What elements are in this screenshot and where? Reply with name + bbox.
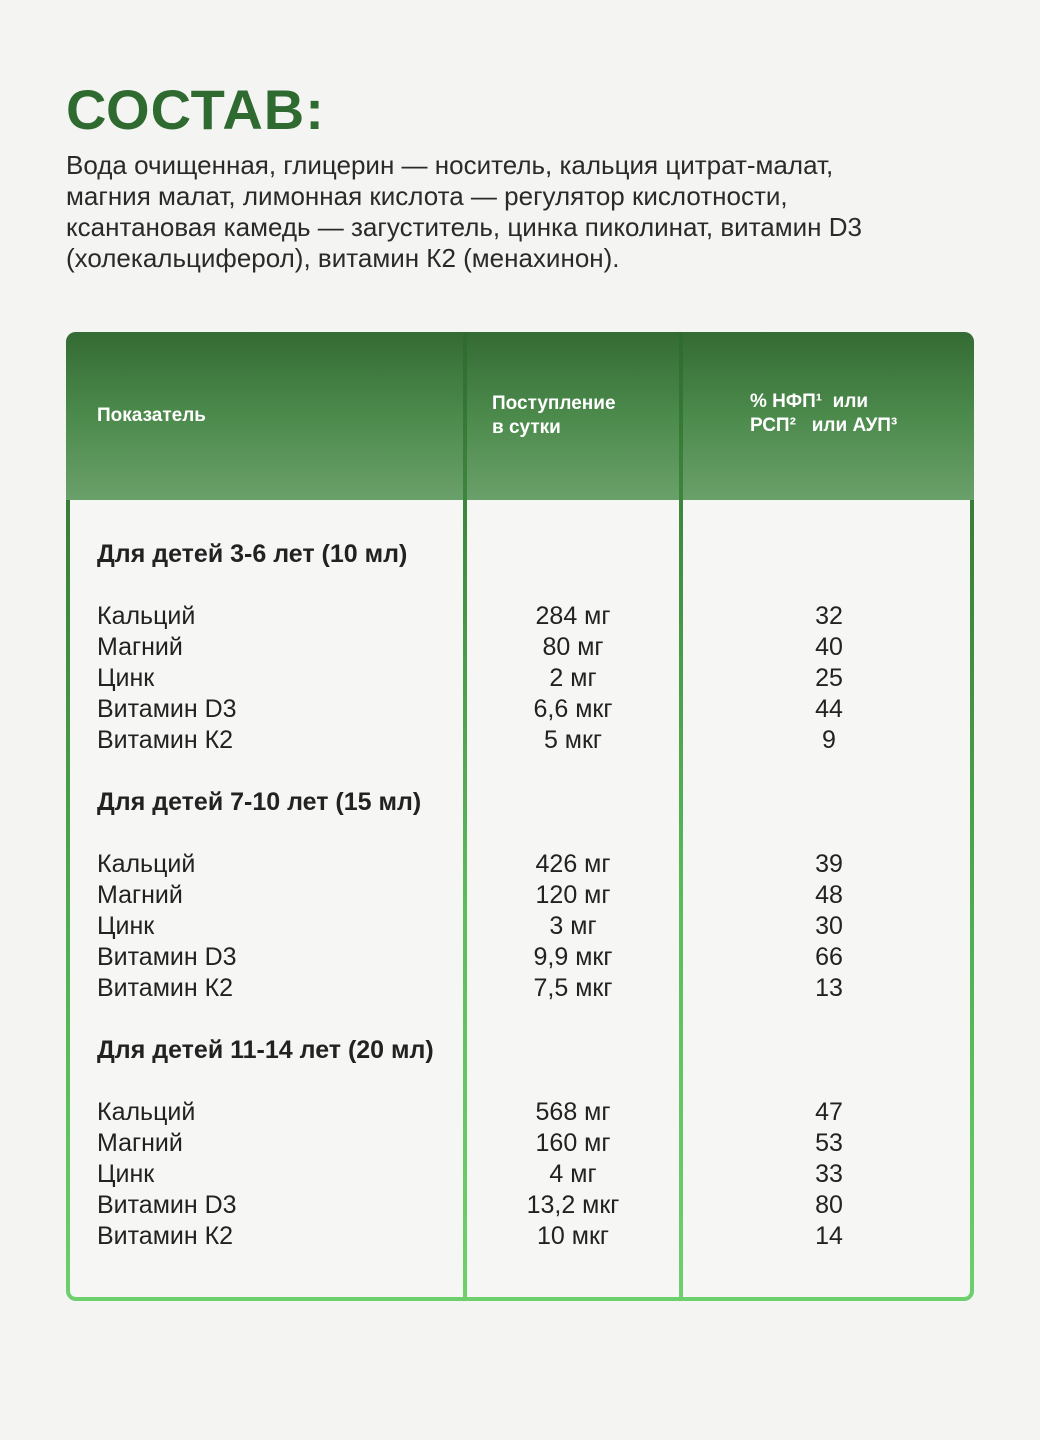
percent-value: 40: [815, 633, 843, 661]
percent-value: 25: [815, 664, 843, 692]
percent-value: 53: [815, 1129, 843, 1157]
nutrient-name: Витамин К2: [97, 1222, 234, 1250]
header-percent-line: РСП² или АУП³: [750, 415, 898, 436]
group-title: Для детей 7-10 лет (15 мл): [97, 788, 422, 816]
nutrient-name: Магний: [97, 881, 183, 909]
group-title: Для детей 3-6 лет (10 мл): [97, 540, 408, 568]
daily-intake: 568 мг: [535, 1098, 611, 1126]
table-row: [70, 663, 970, 694]
percent-value: 66: [815, 943, 843, 971]
nutrient-name: Цинк: [97, 664, 155, 692]
table-row: [70, 694, 970, 725]
percent-value: 48: [815, 881, 843, 909]
nutrient-name: Кальций: [97, 850, 196, 878]
daily-intake: 5 мкг: [543, 726, 603, 754]
description-line: Вода очищенная, глицерин — носитель, кальция цитрат-малат,: [66, 150, 834, 180]
daily-intake: 2 мг: [549, 664, 597, 692]
percent-value: 80: [815, 1191, 843, 1219]
table-row: [70, 1097, 970, 1128]
daily-intake: 426 мг: [535, 850, 611, 878]
percent-value: 39: [815, 850, 843, 878]
table-row: [70, 1221, 970, 1252]
daily-intake: 4 мг: [549, 1160, 597, 1188]
daily-intake: 80 мг: [542, 633, 604, 661]
percent-value: 14: [815, 1222, 843, 1250]
group-title: Для детей 11-14 лет (20 мл): [97, 1036, 434, 1064]
daily-intake: 3 мг: [549, 912, 597, 940]
table-row: [70, 1159, 970, 1190]
header-intake-line: в сутки: [492, 417, 561, 438]
table-row: [70, 1128, 970, 1159]
table-row: [70, 880, 970, 911]
nutrient-name: Кальций: [97, 602, 196, 630]
table-row: [70, 1190, 970, 1221]
table-row: [70, 849, 970, 880]
percent-value: 13: [815, 974, 843, 1002]
percent-value: 44: [815, 695, 843, 723]
table-row: [70, 942, 970, 973]
header-percent-line: % НФП¹ или: [750, 391, 869, 412]
nutrient-name: Витамин D3: [97, 1191, 237, 1219]
page-title: СОСТАВ:: [66, 78, 325, 141]
table-row: [70, 973, 970, 1004]
nutrition-table: [66, 332, 974, 1301]
nutrient-name: Магний: [97, 1129, 183, 1157]
percent-value: 47: [815, 1098, 843, 1126]
daily-intake: 7,5 мкг: [533, 974, 613, 1002]
composition-description: [66, 150, 966, 274]
daily-intake: 120 мг: [535, 881, 611, 909]
daily-intake: 13,2 мкг: [526, 1191, 620, 1219]
header-intake: [492, 392, 662, 440]
daily-intake: 10 мкг: [537, 1222, 609, 1250]
table-row: [70, 911, 970, 942]
percent-value: 30: [815, 912, 843, 940]
percent-value: 9: [822, 726, 836, 754]
nutrient-name: Цинк: [97, 1160, 155, 1188]
daily-intake: 6,6 мкг: [533, 695, 613, 723]
header-percent: [750, 390, 950, 438]
percent-value: 33: [815, 1160, 843, 1188]
table-row: [70, 725, 970, 756]
daily-intake: 9,9 мкг: [533, 943, 613, 971]
nutrient-name: Магний: [97, 633, 183, 661]
table-row: [70, 601, 970, 632]
description-line: (холекальциферол), витамин К2 (менахинон).: [66, 243, 620, 273]
nutrient-name: Витамин D3: [97, 943, 237, 971]
header-intake-line: Поступление: [492, 393, 616, 414]
daily-intake: 160 мг: [535, 1129, 611, 1157]
nutrient-name: Витамин D3: [97, 695, 237, 723]
description-line: магния малат, лимонная кислота — регулятор кислотности,: [66, 181, 788, 211]
table-row: [70, 632, 970, 663]
daily-intake: 284 мг: [535, 602, 611, 630]
nutrient-name: Витамин К2: [97, 726, 234, 754]
nutrient-name: Цинк: [97, 912, 155, 940]
header-indicator: Показатель: [97, 405, 206, 426]
description-line: ксантановая камедь — загуститель, цинка пиколинат, витамин D3: [66, 212, 862, 242]
percent-value: 32: [815, 602, 843, 630]
nutrient-name: Витамин К2: [97, 974, 234, 1002]
nutrient-name: Кальций: [97, 1098, 196, 1126]
